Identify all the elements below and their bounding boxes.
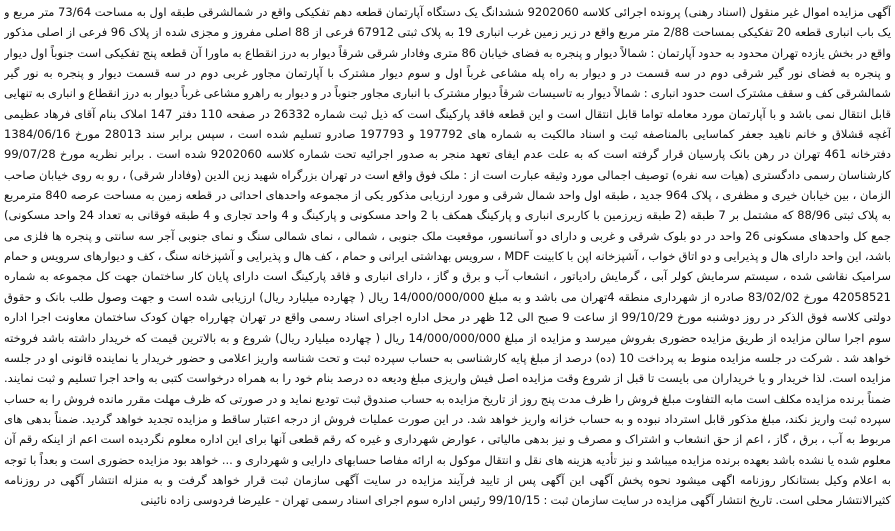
auction-notice-text: آگهی مزایده اموال غیر منقول (اسناد رهنی) پرونده اجرائی کلاسه 9202060 ششدانگ یک دستگاه آپارتمان قطعه دهم تفکیکی واقع در شمالشرقی طبقه اول به مساحت 73/64 متر مربع و یک باب انباری قطعه 20 تفکیکی بمساحت 2/88 متر مربع واقع در زیر زمین غرب انباری 19 به پلاک ثبتی 67912 فرعی از 88 اصلی مفروز و مجزی شده از پلاک 96 فرعی از اصلی مذکور واقع در بخش یازده تهران محدود به حدود آپارتمان : شمالاً دیوار و پنجره به فضای خیابان 86 متری وفادار شرقی شرقاً دیوار به درز انقطاع به ماورا آن قطعه پنج تفکیکی است جنوباً اول دیوار و پنجره به فضای نور گیر شرقی دوم در سه قسمت در و دیوار به راه پله مشاعی غرباً اول و سوم دیوار مشترک با آپارتمان مجاور غربی دوم در سه قسمت دیوار و پنجره به نور گیر شمالشرقی کف و سقف مشترک است حدود انباری : شمالاً دیوار به تاسیسات شرقاً دیوار مشترک با انباری مجاور جنوباً در و دیوار به راهرو مشاعی غرباً دیوار به درز انقطاع و انباری به تنهایی قابل انتقال نمی باشد و با آپارتمان مورد معامله تواما قابل انتقال است و این قطعه فاقد پارکینگ است که ذیل ثبت شماره 26332 در صفحه 110 دفتر 147 املاک بنام آقای فرهاد عظیمی آغچه قشلاق و خانم ناهید جعفر کماسایی بالمناصفه ثبت و اسناد مالکیت به شماره های 197792 و 197793 صادرو تسلیم شده است ، سپس برابر سند 28013 مورخ 1384/06/16 دفترخانه 461 تهران در رهن بانک پارسیان قرار گرفته است که به علت عدم ایفای تعهد منجر به صدور اجرائیه تحت شماره کلاسه 9202060 شده است . برابر نظریه مورخ 99/07/28 کارشناسان رسمی دادگستری (هیات سه نفره) توصیف اجمالی مورد وثیقه عبارت است از : ملک فوق واقع است در تهران بزرگراه شهید زین الدین (وفادار شرقی) ، رو به روی خیابان صاحب الزمان ، بین خیابان خیری و مظفری ، پلاک 964 جدید ، طبقه اول واحد شمال شرقی و مورد ارزیابی مذکور یکی از مجموعه واحدهای احداثی در قطعه زمین به مساحت عرصه 840 مترمربع به پلاک ثبتی 88/96 که مشتمل بر 7 طبقه (2 طبقه زیرزمین با کاربری انباری و پارکینگ همکف با 2 واحد مسکونی و پارکینگ و 4 واحد تجاری و 4 طبقه فوقانی به تعداد 24 واحد مسکونی) جمع کل واحدهای مسکونی 26 واحد در دو بلوک شرقی و غربی و دارای دو آسانسور، موقعیت ملک جنوبی ، شمالی ، نمای شمالی سنگ و نمای جنوبی آجر سه سانتی و پنجره ها فلزی می باشد، این واحد دارای هال و پذیرایی و دو اتاق خواب ، آشپزخانه اپن با کابینت MDF ، سرویس بهداشتی ایرانی و حمام ، کف هال و پذیرایی و آشپزخانه سنگ ، کف و دیوارهای سرویس و حمام سرامیک نقاشی شده ، سیستم سرمایش کولر آبی ، گرمایش رادیاتور ، انشعاب آب و برق و گاز ، دارای انباری و فاقد پارکینگ است دارای پایان کار ساختمان جهت کل مجموعه به شماره 42058521 مورخ 83/02/02 صادره از شهرداری منطقه 4تهران می باشد و به مبلغ 14/000/000/000 ریال ( چهارده میلیارد ریال) ارزیابی شده است و جهت وصول طلب بانک و حقوق دولتی کلاسه فوق الذکر در روز دوشنبه مورخ 99/10/29 از ساعت 9 صبح الی 12 ظهر در محل اداره اجرای اسناد رسمی واقع در تهران چهارراه جهان کودک ساختمان معاونت اجرا اداره سوم اجرا سالن مزایده از طریق مزایده حضوری بفروش میرسد و مزایده از مبلغ 14/000/000/000 ریال ( چهارده میلیارد ریال) شروع و به بالاترین قیمت که خریدار داشته باشد فروخته خواهد شد . شرکت در جلسه مزایده منوط به پرداخت 10 (ده) درصد از مبلغ پایه کارشناسی به حساب سپرده ثبت و تحت شناسه واریز اعلامی و حضور خریدار یا نماینده قانونی او در جلسه مزایده است. لذا خریدار و یا خریداران می بایست تا قبل از شروع وقت مزایده اصل فیش واریزی مبلغ ودیعه ده درصد بنام خود را به همراه درخواست کتبی به واحد اجرا تسلیم و ثبت نمایند. ضمناً برنده مزایده مکلف است مابه التفاوت مبلغ فروش را ظرف مدت پنج روز از تاریخ مزایده به حساب صندوق ثبت تودیع نماید و در صورتی که ظرف مهلت مقرر مانده فروش را به حساب سپرده ثبت واریز نکند، مبلغ مذکور قابل استرداد نبوده و به حساب خزانه واریز خواهد شد. در این صورت عملیات فروش از درجه اعتبار ساقط و مزایده تجدید خواهد گردید. ضمناً بدهی های مربوط به آب ، برق ، گاز ، اعم از حق انشعاب و اشتراک و مصرف و نیز بدهی مالیاتی ، عوارض شهرداری و غیره که رقم قطعی آنها برای این اداره معلوم نگردیده است اعم از اینکه رقم آن معلوم شده یا نشده باشد بعهده برنده مزایده میباشد و نیز تأدیه هزینه های نقل و انتقال موکول به ارائه مفاصا حسابهای دارایی و شهرداری و ... خواهد بود مزایده حضوری است و بعداً با توجه به اعلام وکیل بستانکار روزنامه اگهی میشود نحوه پخش آگهی این آگهی پس از تایید فرآیند مزایده در سایت آگهی سازمان ثبت قرار خواهد گرفت و به منزله انتشار آگهی در روزنامه کثیرالانتشار محلی است. تاریخ انتشار آگهی مزایده در سایت سازمان ثبت : 99/10/15 رئیس اداره سوم اجرای اسناد رسمی تهران - علیرضا فردوسی زاده نائینی xyxy=(4,5,891,508)
